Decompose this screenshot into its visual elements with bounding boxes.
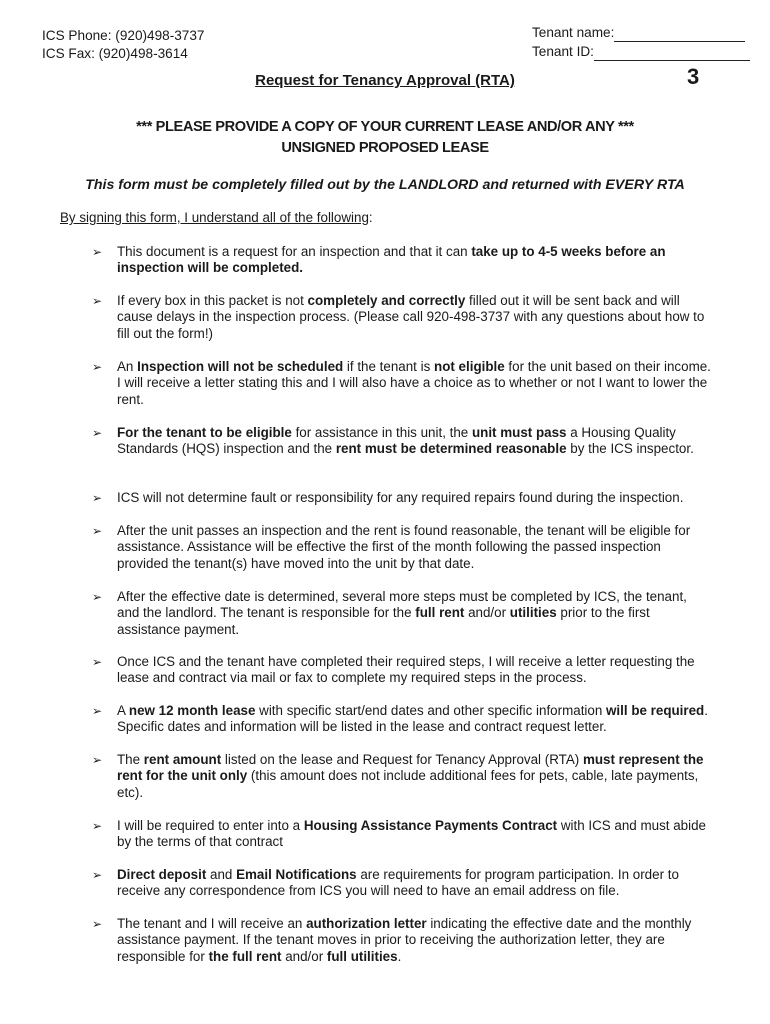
body-text: . [397, 948, 402, 964]
body-text: are requirements for program participation. In order to receive any correspondence from ICS you will need to have an email address on file. [117, 867, 679, 899]
emphasis-text: rent amount [143, 752, 222, 767]
list-item-text [117, 867, 712, 900]
bullet-arrow-icon: ➢ [92, 524, 103, 538]
notice-line-1: *** PLEASE PROVIDE A COPY OF YOUR CURRENT LEASE AND/OR ANY *** [136, 119, 634, 135]
emphasis-text: full rent [415, 605, 465, 621]
bullet-arrow-icon: ➢ [92, 426, 103, 440]
notice-line-2: UNSIGNED PROPOSED LEASE [281, 140, 489, 156]
emphasis-text: authorization letter [306, 916, 427, 931]
emphasis-text: For the tenant to be eligible [117, 425, 292, 440]
tenant-name-field[interactable] [614, 28, 745, 42]
intro-colon: : [368, 210, 373, 225]
emphasis-text: completely and correctly [307, 293, 466, 308]
ics-contact-block [42, 27, 204, 63]
list-item-text [117, 654, 712, 687]
bullet-arrow-icon: ➢ [92, 491, 103, 505]
body-text: for the unit based on their income. I will receive a letter stating this and I will also have a choice as to whether or not I want to lower the rent. [117, 359, 711, 407]
list-item-text [117, 523, 712, 572]
emphasis-text: the full rent [208, 948, 282, 964]
bullet-arrow-icon: ➢ [92, 819, 103, 833]
emphasis-text: unit must pass [471, 425, 567, 440]
emphasis-text: take up to 4-5 weeks before an inspection will be completed. [117, 244, 666, 276]
bullet-arrow-icon: ➢ [92, 294, 103, 308]
emphasis-text: new 12 month lease [128, 703, 256, 718]
list-item-text [117, 703, 712, 736]
body-text: and/or [464, 605, 510, 621]
bullet-arrow-icon: ➢ [92, 655, 103, 669]
emphasis-text: rent must be determined reasonable [335, 441, 567, 457]
form-title: Request for Tenancy Approval (RTA) [255, 72, 515, 89]
body-text: prior to the first assistance payment. [117, 605, 650, 637]
bullet-arrow-icon: ➢ [92, 590, 103, 604]
body-text: with ICS and must abide by the terms of that contract [117, 818, 706, 850]
intro-statement [60, 210, 373, 225]
body-text: After the effective date is determined, several more steps must be completed by ICS, the tenant, and the landlord. The tenant is responsible for the [117, 589, 687, 621]
tenant-id-label: Tenant ID: [532, 44, 594, 59]
body-text: and/or [281, 948, 327, 964]
body-text: The tenant and I will receive an [117, 916, 307, 931]
bullet-arrow-icon: ➢ [92, 245, 103, 259]
body-text: . Specific dates and information will be listed in the lease and contract request letter. [117, 703, 708, 735]
lease-copy-notice [60, 117, 710, 159]
list-item-text [117, 293, 712, 342]
emphasis-text: Email Notifications [236, 867, 357, 882]
body-text: The [117, 752, 144, 767]
tenant-info-block [532, 23, 750, 61]
body-text: by the ICS inspector. [566, 441, 694, 457]
body-text: (this amount does not include additional fees for pets, cable, late payments, etc). [117, 768, 699, 800]
body-text: filled out it will be sent back and will cause delays in the inspection process. (Please call 920-498-3737 with any questions about how to fill out the form!) [117, 293, 705, 341]
body-text: This document is a request for an inspection and that it can [117, 244, 472, 259]
emphasis-text: Direct deposit [117, 867, 207, 882]
page-number: 3 [687, 64, 700, 89]
emphasis-text: utilities [509, 605, 557, 621]
list-item-text [117, 359, 712, 408]
bullet-arrow-icon: ➢ [92, 753, 103, 767]
body-text: if the tenant is [343, 359, 435, 374]
body-text: and [206, 867, 237, 882]
body-text: Once ICS and the tenant have completed their required steps, I will receive a letter requesting the lease and contract via mail or fax to complete my required steps in the process. [117, 654, 695, 686]
body-text: If every box in this packet is not [117, 293, 308, 308]
bullet-arrow-icon: ➢ [92, 868, 103, 882]
body-text: A [117, 703, 129, 718]
tenant-id-field[interactable] [594, 47, 750, 61]
list-item-text [117, 490, 712, 506]
body-text: ICS will not determine fault or responsibility for any required repairs found during the inspection. [117, 490, 684, 505]
list-item-text [117, 752, 712, 801]
emphasis-text: not eligible [434, 359, 505, 374]
list-item-text [117, 818, 712, 851]
ics-fax: ICS Fax: (920)498-3614 [42, 46, 188, 61]
tenant-name-label: Tenant name: [532, 25, 615, 40]
body-text: listed on the lease and Request for Tenancy Approval (RTA) [221, 752, 583, 767]
bullet-arrow-icon: ➢ [92, 360, 103, 374]
landlord-instruction: This form must be completely filled out by the LANDLORD and returned with EVERY RTA [85, 177, 685, 193]
body-text: An [117, 359, 138, 374]
emphasis-text: will be required [606, 703, 705, 718]
list-item-text [117, 425, 712, 458]
intro-underlined: By signing this form, I understand all of the following [60, 210, 369, 225]
body-text: for assistance in this unit, the [291, 425, 472, 440]
emphasis-text: Inspection will not be scheduled [137, 359, 344, 374]
bullet-arrow-icon: ➢ [92, 704, 103, 718]
emphasis-text: Housing Assistance Payments Contract [303, 818, 558, 833]
list-item-text [117, 916, 712, 965]
ics-phone: ICS Phone: (920)498-3737 [42, 28, 205, 43]
list-item-text [117, 244, 712, 277]
emphasis-text: full utilities [326, 948, 398, 964]
body-text: indicating the effective date and the monthly assistance payment. If the tenant moves in prior to receiving the authorization letter, they are responsible for [117, 916, 692, 964]
list-item-text [117, 589, 712, 638]
bullet-arrow-icon: ➢ [92, 917, 103, 931]
body-text: with specific start/end dates and other specific information [255, 703, 607, 718]
body-text: I will be required to enter into a [117, 818, 304, 833]
emphasis-text: must represent the rent for the unit only [117, 752, 704, 784]
body-text: a Housing Quality Standards (HQS) inspection and the [117, 425, 676, 457]
body-text: After the unit passes an inspection and the rent is found reasonable, the tenant will be eligible for assistance. Assistance will be effective the first of the month following the passed inspection provided the tenant(s) have moved into the unit by that date. [117, 523, 691, 571]
